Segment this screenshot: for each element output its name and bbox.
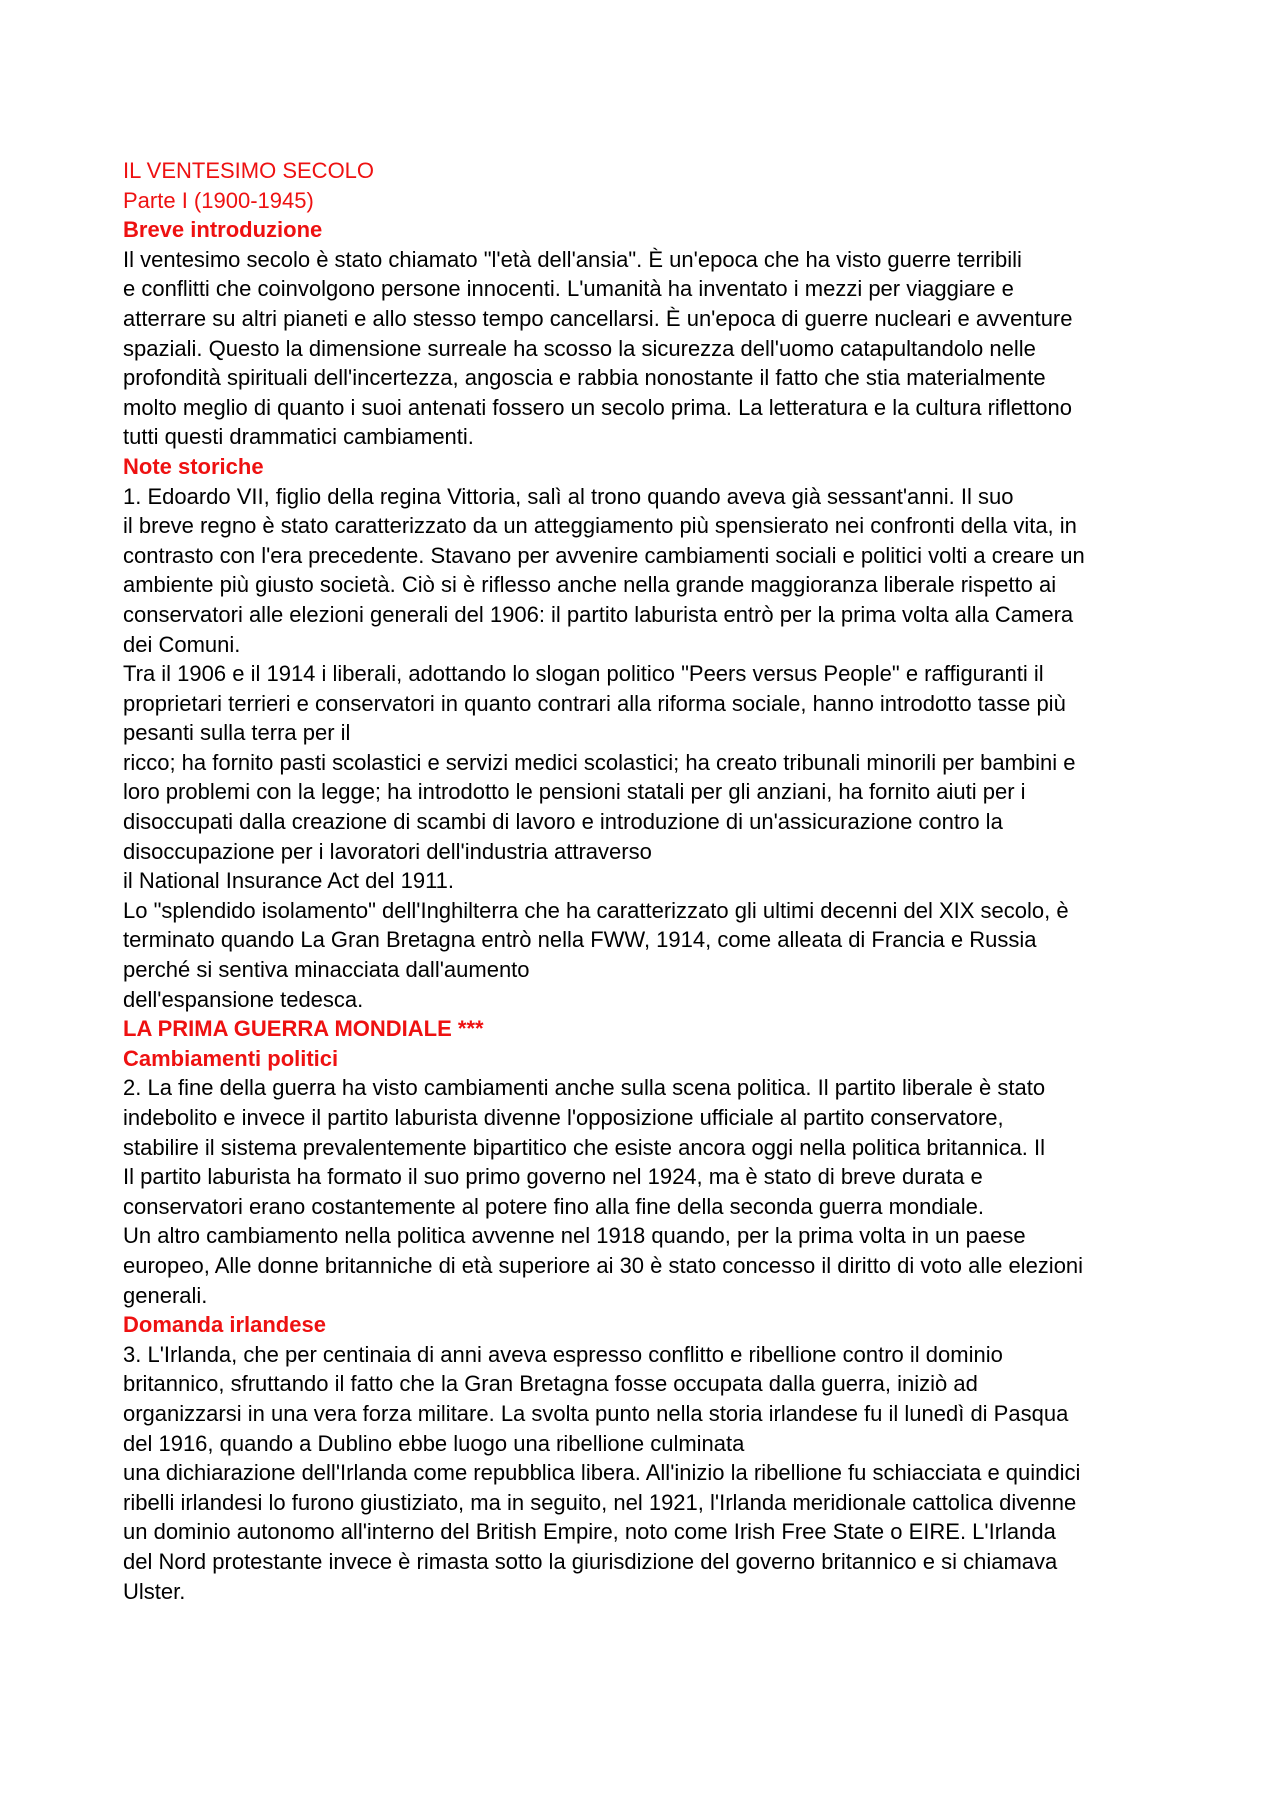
paragraph-line: stabilire il sistema prevalentemente bipartitico che esiste ancora oggi nella politica britannica. Il — [123, 1134, 1046, 1160]
paragraph-line: 3. L'Irlanda, che per centinaia di anni aveva espresso conflitto e ribellione contro il dominio — [123, 1341, 1003, 1367]
document-page — [123, 156, 1175, 1606]
paragraph-line: conservatori alle elezioni generali del 1906: il partito laburista entrò per la prima volta alla Camera — [123, 601, 1074, 627]
paragraph-line: dell'espansione tedesca. — [123, 986, 364, 1012]
paragraph-line: disoccupati dalla creazione di scambi di lavoro e introduzione di un'assicurazione contro la — [123, 809, 1003, 835]
paragraph-line: ricco; ha fornito pasti scolastici e servizi medici scolastici; ha creato tribunali minorili per bambini e — [123, 749, 1076, 775]
paragraph-line: organizzarsi in una vera forza militare. La svolta punto nella storia irlandese fu il lunedì di Pasqua — [123, 1400, 1069, 1426]
paragraph-line: indebolito e invece il partito laburista divenne l'opposizione ufficiale al partito conservatore, — [123, 1105, 1004, 1130]
paragraph-line: britannico, sfruttando il fatto che la Gran Bretagna fosse occupata dalla guerra, iniziò ad — [123, 1371, 978, 1397]
paragraph-line: disoccupazione per i lavoratori dell'industria attraverso — [123, 838, 652, 864]
paragraph-line: del 1916, quando a Dublino ebbe luogo una ribellione culminata — [123, 1430, 745, 1456]
section-heading-irish-question: Domanda irlandese — [123, 1312, 326, 1338]
paragraph-line: pesanti sulla terra per il — [123, 720, 351, 746]
paragraph-line: Un altro cambiamento nella politica avvenne nel 1918 quando, per la prima volta in un paese — [123, 1223, 1026, 1249]
section-heading-introduction: Breve introduzione — [123, 217, 323, 243]
paragraph-line: e conflitti che coinvolgono persone innocenti. L'umanità ha inventato i mezzi per viaggiare e — [123, 276, 1014, 302]
paragraph-line: terminato quando La Gran Bretagna entrò nella FWW, 1914, come alleata di Francia e Russia — [123, 927, 1037, 953]
document-title: IL VENTESIMO SECOLO — [123, 158, 375, 183]
paragraph-line: loro problemi con la legge; ha introdotto le pensioni statali per gli anziani, ha fornito aiuti per i — [123, 779, 1026, 805]
paragraph-line: atterrare su altri pianeti e allo stesso tempo cancellarsi. È un'epoca di guerre nucleari e avventure — [123, 305, 1073, 331]
paragraph-line: Il ventesimo secolo è stato chiamato "l'età dell'ansia". È un'epoca che ha visto guerre terribili — [123, 246, 1022, 272]
paragraph-line: un dominio autonomo all'interno del British Empire, noto come Irish Free State o EIRE. L'Irlanda — [123, 1519, 1056, 1545]
paragraph-line: conservatori erano costantemente al potere fino alla fine della seconda guerra mondiale. — [123, 1193, 984, 1219]
paragraph-line: molto meglio di quanto i suoi antenati fossero un secolo prima. La letteratura e la cultura riflettono — [123, 394, 1072, 420]
paragraph-line: una dichiarazione dell'Irlanda come repubblica libera. All'inizio la ribellione fu schiacciata e quindici — [123, 1460, 1081, 1486]
paragraph-line: profondità spirituali dell'incertezza, angoscia e rabbia nonostante il fatto che stia materialmente — [123, 365, 1046, 391]
section-heading-historical-notes: Note storiche — [123, 453, 264, 479]
document-subtitle: Parte I (1900-1945) — [123, 187, 314, 213]
paragraph-line: 1. Edoardo VII, figlio della regina Vittoria, salì al trono quando aveva già sessant'anni. Il suo — [123, 483, 1014, 509]
section-heading-political-changes: Cambiamenti politici — [123, 1045, 339, 1071]
paragraph-line: del Nord protestante invece è rimasta sotto la giurisdizione del governo britannico e si chiamava — [123, 1548, 1058, 1574]
paragraph-line: ribelli irlandesi lo furono giustiziato, ma in seguito, nel 1921, l'Irlanda meridionale cattolica divenne — [123, 1489, 1077, 1515]
paragraph-line: Ulster. — [123, 1578, 186, 1604]
paragraph-line: proprietari terrieri e conservatori in quanto contrari alla riforma sociale, hanno introdotto tasse più — [123, 690, 1066, 716]
paragraph-line: Tra il 1906 e il 1914 i liberali, adottando lo slogan politico "Peers versus People" e raffiguranti il — [123, 661, 1044, 687]
paragraph-line: tutti questi drammatici cambiamenti. — [123, 424, 474, 450]
paragraph-line: il breve regno è stato caratterizzato da un atteggiamento più spensierato nei confronti della vita, in — [123, 513, 1077, 539]
paragraph-line: ambiente più giusto società. Ciò si è riflesso anche nella grande maggioranza liberale rispetto ai — [123, 572, 1057, 598]
paragraph-line: 2. La fine della guerra ha visto cambiamenti anche sulla scena politica. Il partito liberale è stato — [123, 1075, 1046, 1101]
paragraph-line: spaziali. Questo la dimensione surreale ha scosso la sicurezza dell'uomo catapultandolo nelle — [123, 335, 1036, 361]
section-heading-first-world-war: LA PRIMA GUERRA MONDIALE *** — [123, 1016, 484, 1042]
paragraph-line: contrasto con l'era precedente. Stavano per avvenire cambiamenti sociali e politici volti a creare un — [123, 542, 1085, 568]
paragraph-line: Il partito laburista ha formato il suo primo governo nel 1924, ma è stato di breve durata e — [123, 1164, 983, 1190]
paragraph-line: generali. — [123, 1282, 208, 1308]
paragraph-line: il National Insurance Act del 1911. — [123, 868, 455, 894]
paragraph-line: europeo, Alle donne britanniche di età superiore ai 30 è stato concesso il diritto di voto alle elezioni — [123, 1252, 1084, 1278]
paragraph-line: perché si sentiva minacciata dall'aumento — [123, 957, 530, 983]
paragraph-line: dei Comuni. — [123, 631, 241, 657]
paragraph-line: Lo "splendido isolamento" dell'Inghilterra che ha caratterizzato gli ultimi decenni del XIX secolo, è — [123, 897, 1069, 923]
